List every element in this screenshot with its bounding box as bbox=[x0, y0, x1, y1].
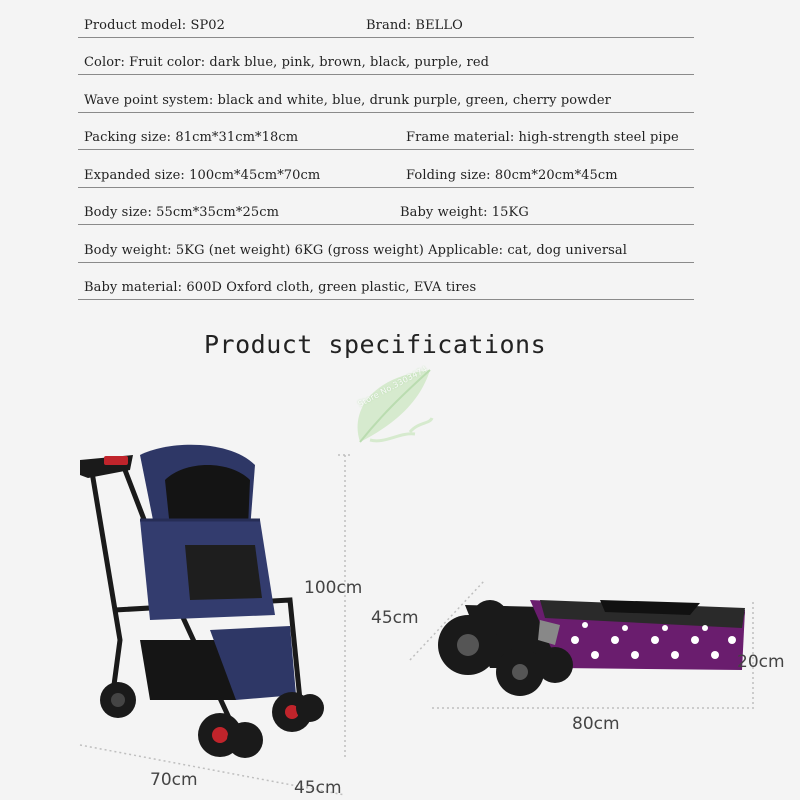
dimension-height-folded: 20cm bbox=[737, 652, 785, 672]
spec-body-size: Body size: 55cm*35cm*25cm bbox=[84, 205, 280, 220]
spec-color: Color: Fruit color: dark blue, pink, brown, black, purple, red bbox=[84, 55, 490, 70]
spec-brand: Brand: BELLO bbox=[366, 17, 463, 33]
spec-expanded-size: Expanded size: 100cm*45cm*70cm bbox=[84, 167, 321, 183]
section-title: Product specifications bbox=[204, 330, 547, 359]
spec-product-model: Product model: SP02 bbox=[84, 17, 226, 33]
spec-body-weight: Body weight: 5KG (net weight) 6KG (gross weight) Applicable: cat, dog universal bbox=[84, 242, 628, 258]
watermark-text: Store No.3303474 bbox=[356, 364, 429, 409]
stroller-folded-illustration bbox=[438, 600, 745, 696]
dimension-length-open: 70cm bbox=[150, 770, 198, 790]
spec-frame-material: Frame material: high-strength steel pipe bbox=[406, 130, 679, 145]
dimension-height-open: 100cm bbox=[304, 578, 363, 598]
dimension-width-open: 45cm bbox=[294, 778, 342, 798]
spec-folding-size: Folding size: 80cm*20cm*45cm bbox=[406, 167, 618, 183]
spec-baby-weight: Baby weight: 15KG bbox=[400, 205, 529, 220]
dimension-depth-folded: 45cm bbox=[371, 608, 419, 628]
spec-baby-material: Baby material: 600D Oxford cloth, green plastic, EVA tires bbox=[84, 280, 477, 295]
spec-wave-point: Wave point system: black and white, blue, drunk purple, green, cherry powder bbox=[84, 92, 611, 108]
stroller-open-illustration bbox=[80, 445, 324, 758]
dimension-length-folded: 80cm bbox=[572, 714, 620, 734]
spec-packing-size: Packing size: 81cm*31cm*18cm bbox=[84, 130, 299, 145]
